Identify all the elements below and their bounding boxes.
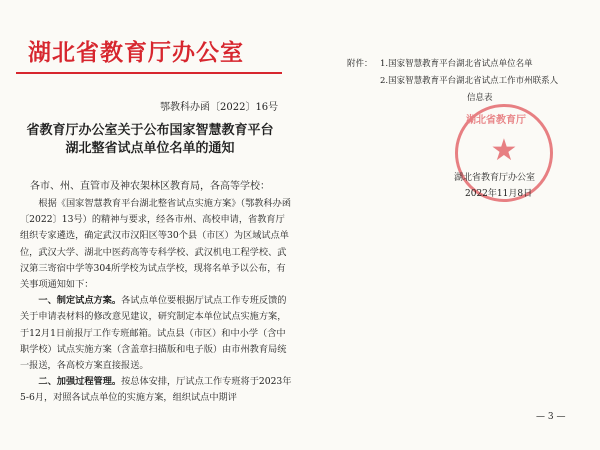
section-1-text: 各试点单位要根据厅试点工作专班反馈的关于申请表材料的修改意见建议，研究制定本单位试点实施方案，于12月1日前报厅工作专班邮箱。试点县（市区）和中小学（含中职学校）试点实施方案（含盖章扫描版和电子版）由市州教育局统一报送，各高校方案直接报送。 [20,295,287,372]
page-number: — 3 — [536,412,566,422]
body-text [20,196,292,407]
attachment-label: 附件： [347,59,373,69]
attachment-item-2: 2.国家智慧教育平台湖北省试点工作市州联系人 [380,76,559,86]
attachment-row-1 [347,56,558,73]
attachment-item-2-cont: 信息表 [467,93,493,103]
attachment-row-2 [347,73,558,90]
addressee: 各市、州、直管市及神农架林区教育局，各高等学校： [30,181,270,192]
red-header-org: 湖北省教育厅办公室 [28,39,244,66]
paragraph-section-1 [20,293,292,374]
section-label-1: 一、制定试点方案。 [38,295,122,307]
right-page [300,0,600,450]
issue-date: 2022年11月8日 [465,189,533,199]
paragraph-intro: 根据《国家智慧教育平台湖北整省试点实施方案》（鄂教科办函〔2022〕13号）的精神与要求，经各市州、高校申请，省教育厅组织专家遴选，确定武汉市汉阳区等30个县（市区）为区域试点单位，武汉大学、湖北中医药高等专科学校、武汉机电工程学校、武汉第三寄宿中学等304所学校为试点学校，现将名单予以公布，有关事项通知如下： [20,198,292,291]
attachment-item-1: 1.国家智慧教育平台湖北省试点单位名单 [380,59,533,69]
document-number: 鄂教科办函〔2022〕16号 [160,102,279,113]
red-divider [16,72,282,74]
section-2-text: 按总体安排，厅试点工作专班将于2023年5-6月，对照各试点单位的实施方案，组织试点中期评 [20,376,292,404]
paragraph-section-2 [20,374,292,406]
title-line-2: 湖北整省试点单位名单的通知 [65,141,235,156]
title-line-1: 省教育厅办公室关于公布国家智慧教育平台 [26,123,274,138]
seal-text: 湖北省教育厅 [466,115,526,126]
attachments [347,56,558,107]
section-label-2: 二、加强过程管理。 [38,376,122,388]
document-title [0,122,300,158]
seal-star-icon: ★ [490,133,518,168]
issuer-name: 湖北省教育厅办公室 [454,173,536,183]
